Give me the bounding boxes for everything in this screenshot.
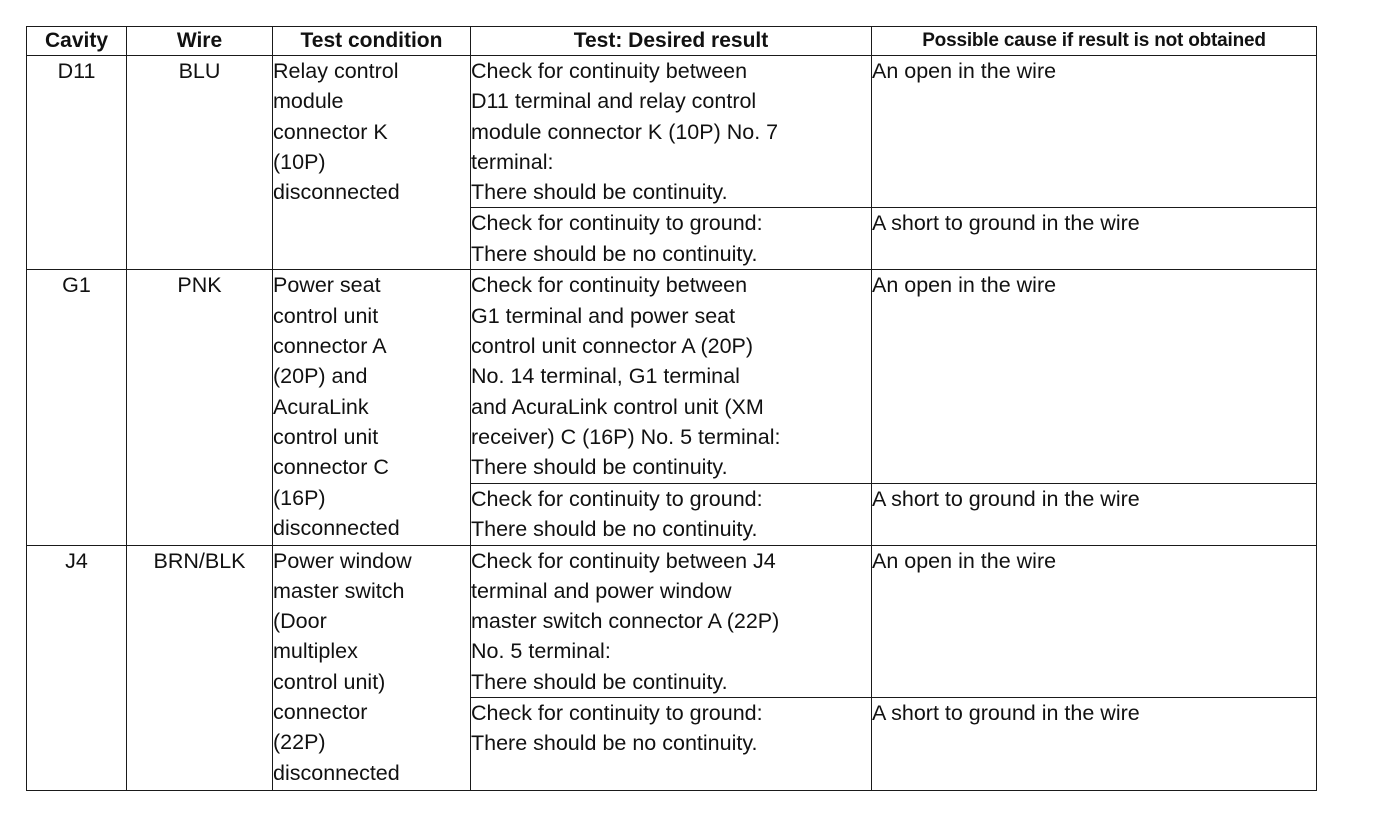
wire-test-sheet [26,26,1316,791]
possible-cause-cell: A short to ground in the wire [872,208,1317,270]
table-row-j4-open [27,545,1317,697]
desired-result-cell: Check for continuity to ground: There should be no continuity. [471,483,872,545]
test-condition-cell-g1 [273,270,471,545]
wire-value: BLU [178,59,221,83]
cavity-value: D11 [57,59,96,83]
column-header-wire: Wire [127,27,273,56]
column-header-cavity: Cavity [27,27,127,56]
column-header-possible-cause: Possible cause if result is not obtained [872,27,1317,56]
cavity-value: G1 [62,273,91,298]
table-row-g1-open [27,270,1317,483]
wire-cell-j4 [127,545,273,790]
desired-result-cell: Check for continuity between D11 terminal and relay control module connector K (10P) No. 7 terminal: There should be continuity. [471,56,872,208]
desired-result-cell: Check for continuity between J4 terminal and power window master switch connector A (22P) No. 5 terminal: There should be continuity. [471,545,872,697]
desired-result-cell: Check for continuity between G1 terminal and power seat control unit connector A (20P) No. 14 terminal, G1 terminal and AcuraLink control unit (XM receiver) C (16P) No. 5 terminal: There should be continuity. [471,270,872,483]
wire-value: PNK [177,273,222,298]
wire-value: BRN/BLK [153,548,246,573]
test-condition-cell-d11 [273,56,471,270]
possible-cause-cell: A short to ground in the wire [872,698,1317,791]
wire-cell-d11 [127,56,273,270]
test-condition-cell-j4 [273,545,471,790]
possible-cause-cell: An open in the wire [872,56,1317,208]
test-condition-text: Power seat control unit connector A (20P) and AcuraLink control unit connector C (16P) disconnected [273,273,400,540]
cavity-cell-g1 [27,270,127,545]
cavity-value: J4 [65,548,88,573]
possible-cause-cell: An open in the wire [872,545,1317,697]
desired-result-cell: Check for continuity to ground: There should be no continuity. [471,208,872,270]
possible-cause-cell: A short to ground in the wire [872,483,1317,545]
wire-continuity-table [26,26,1317,791]
table-row-d11-open [27,56,1317,208]
possible-cause-cell: An open in the wire [872,270,1317,483]
column-header-desired-result: Test: Desired result [471,27,872,56]
table-header-row [27,27,1317,56]
column-header-test-condition: Test condition [273,27,471,56]
cavity-cell-j4 [27,545,127,790]
cavity-cell-d11 [27,56,127,270]
test-condition-text: Power window master switch (Door multiplex control unit) connector (22P) disconnected [273,548,412,785]
desired-result-cell: Check for continuity to ground: There should be no continuity. [471,698,872,791]
test-condition-text: Relay control module connector K (10P) disconnected [273,59,400,205]
wire-cell-g1 [127,270,273,545]
